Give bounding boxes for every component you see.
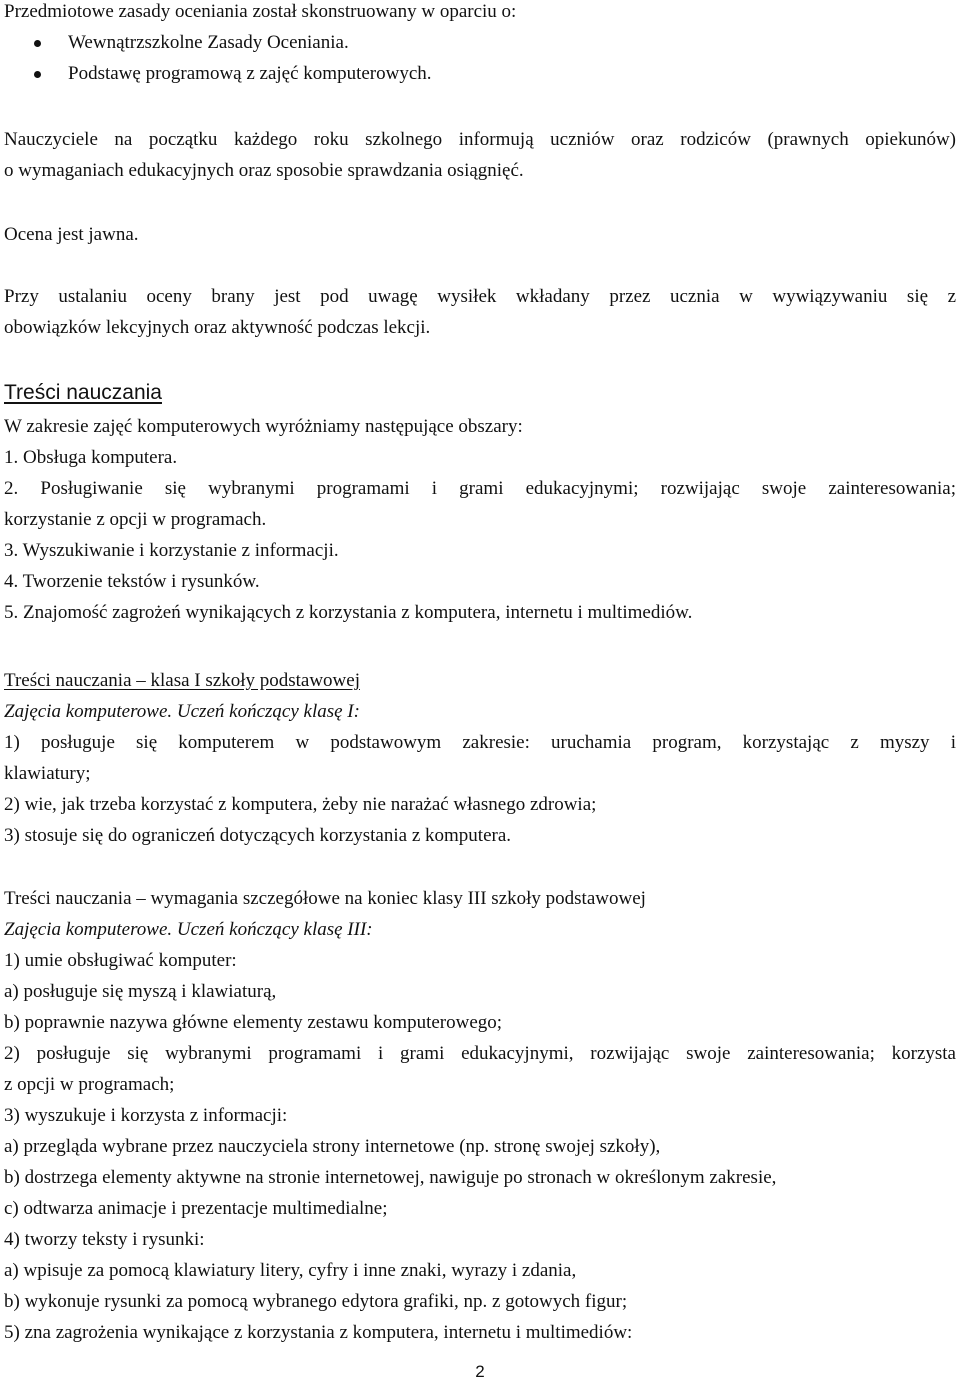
- list-item: b) wykonuje rysunki za pomocą wybranego edytora grafiki, np. z gotowych figur;: [4, 1291, 628, 1312]
- list-item: c) odtwarza animacje i prezentacje multimedialne;: [4, 1198, 388, 1219]
- list-item: 1) umie obsługiwać komputer:: [4, 950, 237, 971]
- intro-lead-text: Przedmiotowe zasady oceniania został skonstruowany w oparciu o:: [4, 1, 517, 22]
- list-item: 2. Posługiwanie się wybranymi programami i grami edukacyjnymi; rozwijając swoje zainteresowania;: [4, 478, 956, 499]
- list-item: a) wpisuje za pomocą klawiatury litery, cyfry i inne znaki, wyrazy i zdania,: [4, 1260, 577, 1281]
- section-klasa-i: [4, 665, 956, 851]
- paragraph-line: Przy ustalaniu oceny brany jest pod uwagę wysiłek wkładany przez ucznia w wywiązywaniu się z: [4, 286, 956, 307]
- intro-bullet-list: [4, 27, 944, 89]
- paragraph-jawna: [4, 219, 956, 250]
- bullet-text: Wewnątrzszkolne Zasady Oceniania.: [68, 32, 349, 53]
- section-heading: Treści nauczania: [4, 381, 162, 404]
- section-klasa-iii: [4, 883, 956, 1348]
- list-item-continued: klawiatury;: [4, 763, 91, 784]
- bullet-item: [4, 58, 944, 89]
- section-intro: W zakresie zajęć komputerowych wyróżniamy następujące obszary:: [4, 416, 523, 437]
- list-item: 5. Znajomość zagrożeń wynikających z korzystania z komputera, internetu i multimediów.: [4, 602, 693, 623]
- paragraph-inform: [4, 124, 956, 186]
- list-item: a) przegląda wybrane przez nauczyciela strony internetowe (np. stronę swojej szkoły),: [4, 1136, 661, 1157]
- intro-lead: [4, 0, 956, 27]
- paragraph-line: o wymaganiach edukacyjnych oraz sposobie sprawdzania osiągnięć.: [4, 160, 524, 181]
- list-item: b) dostrzega elementy aktywne na stronie internetowej, nawiguje po stronach w określonym zakresie,: [4, 1167, 777, 1188]
- list-item-continued: korzystanie z opcji w programach.: [4, 509, 267, 530]
- section-heading: Treści nauczania – klasa I szkoły podstawowej: [4, 670, 360, 691]
- page-number: 2: [475, 1362, 485, 1381]
- list-item: 1) posługuje się komputerem w podstawowym zakresie: uruchamia program, korzystając z myszy i: [4, 732, 956, 753]
- list-item: 1. Obsługa komputera.: [4, 447, 178, 468]
- list-item: b) poprawnie nazywa główne elementy zestawu komputerowego;: [4, 1012, 503, 1033]
- section-subheading: Zajęcia komputerowe. Uczeń kończący klasę III:: [4, 919, 373, 940]
- list-item: 4) tworzy teksty i rysunki:: [4, 1229, 205, 1250]
- list-item: 5) zna zagrożenia wynikające z korzystania z komputera, internetu i multimediów:: [4, 1322, 633, 1343]
- list-item: 3. Wyszukiwanie i korzystanie z informacji.: [4, 540, 339, 561]
- list-item: a) posługuje się myszą i klawiaturą,: [4, 981, 277, 1002]
- paragraph-ustalanie: [4, 281, 956, 343]
- paragraph-line: Nauczyciele na początku każdego roku szkolnego informują uczniów oraz rodziców (prawnych opiekunów): [4, 129, 956, 150]
- list-item: 2) wie, jak trzeba korzystać z komputera, żeby nie narażać własnego zdrowia;: [4, 794, 597, 815]
- list-item: 3) wyszukuje i korzysta z informacji:: [4, 1105, 288, 1126]
- list-item-continued: z opcji w programach;: [4, 1074, 175, 1095]
- section-tresci-nauczania: [4, 377, 956, 408]
- list-item: 2) posługuje się wybranymi programami i grami edukacyjnymi, rozwijając swoje zainteresowania; korzysta: [4, 1043, 956, 1064]
- section-heading: Treści nauczania – wymagania szczegółowe na koniec klasy III szkoły podstawowej: [4, 888, 646, 909]
- bullet-dot-icon: [34, 40, 41, 47]
- paragraph-line: obowiązków lekcyjnych oraz aktywność podczas lekcji.: [4, 317, 431, 338]
- list-item: 4. Tworzenie tekstów i rysunków.: [4, 571, 260, 592]
- section-subheading: Zajęcia komputerowe. Uczeń kończący klasę I:: [4, 701, 360, 722]
- bullet-item: [4, 27, 944, 58]
- bullet-text: Podstawę programową z zajęć komputerowych.: [68, 63, 432, 84]
- list-item: 3) stosuje się do ograniczeń dotyczących korzystania z komputera.: [4, 825, 512, 846]
- bullet-dot-icon: [34, 71, 41, 78]
- paragraph-line: Ocena jest jawna.: [4, 224, 139, 245]
- section1-body: [4, 411, 956, 628]
